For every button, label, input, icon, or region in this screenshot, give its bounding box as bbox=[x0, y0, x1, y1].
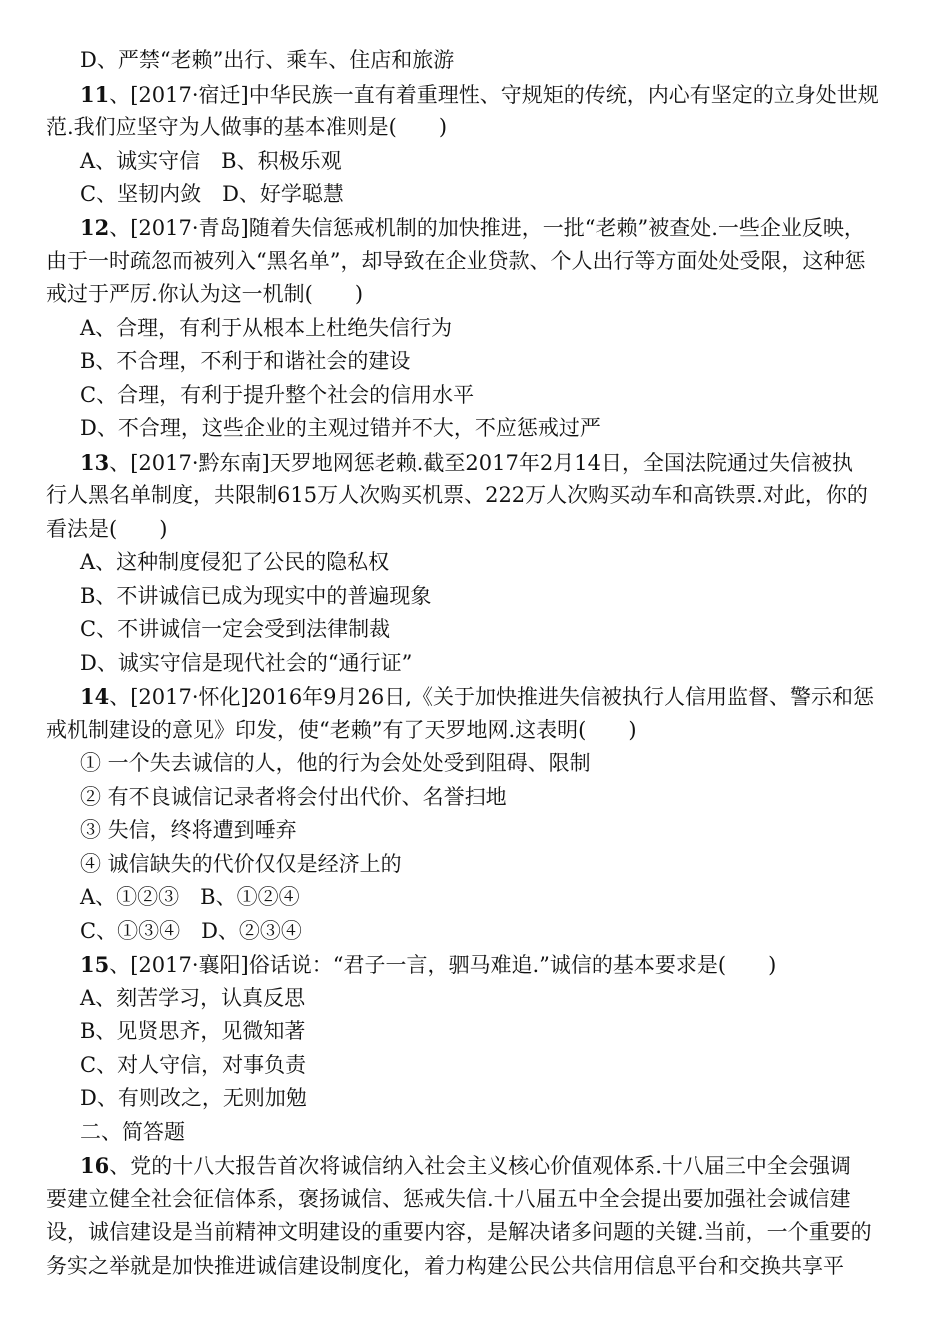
q13-number: 13 bbox=[80, 450, 110, 475]
q12-option-b: B、不合理，不利于和谐社会的建设 bbox=[80, 349, 411, 373]
q14-stem-line2: 戒机制建设的意见》印发，使“老赖”有了天罗地网.这表明( ) bbox=[46, 718, 637, 742]
q12-number: 12 bbox=[80, 215, 110, 240]
q14-number: 14 bbox=[80, 684, 110, 709]
q15-stem-text: 、[2017·襄阳]俗话说：“君子一言，驷马难追.”诚信的基本要求是( ) bbox=[109, 953, 777, 977]
q12-stem-text: 、[2017·青岛]随着失信惩戒机制的加快推进，一批“老赖”被查处.一些企业反映， bbox=[109, 216, 865, 240]
q14-stem-line1 bbox=[80, 680, 874, 713]
q14-item-4: ④ 诚信缺失的代价仅仅是经济上的 bbox=[80, 852, 402, 876]
q13-stem-text: 、[2017·黔东南]天罗地网惩老赖.截至2017年2月14日，全国法院通过失信被执 bbox=[109, 451, 853, 475]
q14-options-ab: A、①②③ B、①②④ bbox=[80, 885, 300, 909]
q11-options-cd: C、坚韧内敛 D、好学聪慧 bbox=[80, 182, 344, 206]
q13-stem-line1 bbox=[80, 446, 853, 479]
q15-option-c: C、对人守信，对事负责 bbox=[80, 1053, 307, 1077]
q16-number: 16 bbox=[80, 1153, 110, 1178]
q14-options-cd: C、①③④ D、②③④ bbox=[80, 919, 302, 943]
q16-stem-line4: 务实之举就是加快推进诚信建设制度化，着力构建公民公共信用信息平台和交换共享平 bbox=[46, 1254, 844, 1278]
q11-stem-line1 bbox=[80, 78, 879, 111]
q14-item-2: ② 有不良诚信记录者将会付出代价、名誉扫地 bbox=[80, 785, 507, 809]
q15-option-b: B、见贤思齐，见微知著 bbox=[80, 1019, 306, 1043]
q11-stem-text: 、[2017·宿迁]中华民族一直有着重理性、守规矩的传统，内心有坚定的立身处世规 bbox=[109, 83, 879, 107]
q10-option-d: D、严禁“老赖”出行、乘车、住店和旅游 bbox=[80, 48, 455, 72]
q12-stem-line2: 由于一时疏忽而被列入“黑名单”，却导致在企业贷款、个人出行等方面处处受限，这种惩 bbox=[46, 249, 866, 273]
q12-option-a: A、合理，有利于从根本上杜绝失信行为 bbox=[80, 316, 453, 340]
q15-stem-line1 bbox=[80, 948, 776, 981]
q11-stem-line2: 范.我们应坚守为人做事的基本准则是( ) bbox=[46, 115, 448, 139]
q12-option-d: D、不合理，这些企业的主观过错并不大，不应惩戒过严 bbox=[80, 416, 601, 440]
q16-stem-line2: 要建立健全社会征信体系，褒扬诚信、惩戒失信.十八届五中全会提出要加强社会诚信建 bbox=[46, 1187, 851, 1211]
q15-option-a: A、刻苦学习，认真反思 bbox=[80, 986, 306, 1010]
q14-item-1: ① 一个失去诚信的人，他的行为会处处受到阻碍、限制 bbox=[80, 751, 591, 775]
q13-option-b: B、不讲诚信已成为现实中的普遍现象 bbox=[80, 584, 432, 608]
q13-option-c: C、不讲诚信一定会受到法律制裁 bbox=[80, 617, 391, 641]
q16-stem-text: 、党的十八大报告首次将诚信纳入社会主义核心价值观体系.十八届三中全会强调 bbox=[109, 1154, 851, 1178]
q13-option-a: A、这种制度侵犯了公民的隐私权 bbox=[80, 550, 390, 574]
section-heading-short-answer: 二、简答题 bbox=[80, 1120, 185, 1144]
q15-option-d: D、有则改之，无则加勉 bbox=[80, 1086, 307, 1110]
q15-number: 15 bbox=[80, 952, 110, 977]
q16-stem-line1 bbox=[80, 1149, 851, 1182]
q11-options-ab: A、诚实守信 B、积极乐观 bbox=[80, 149, 342, 173]
q13-stem-line3: 看法是( ) bbox=[46, 517, 168, 541]
q11-number: 11 bbox=[80, 82, 110, 107]
q12-stem-line1 bbox=[80, 211, 865, 244]
q14-stem-text: 、[2017·怀化]2016年9月26日,《关于加快推进失信被执行人信用监督、警示和惩 bbox=[109, 685, 874, 709]
q13-stem-line2: 行人黑名单制度，共限制615万人次购买机票、222万人次购买动车和高铁票.对此，你的 bbox=[46, 483, 868, 507]
q13-option-d: D、诚实守信是现代社会的“通行证” bbox=[80, 651, 413, 675]
q14-item-3: ③ 失信，终将遭到唾弃 bbox=[80, 818, 297, 842]
q16-stem-line3: 设，诚信建设是当前精神文明建设的重要内容，是解决诸多问题的关键.当前，一个重要的 bbox=[46, 1220, 872, 1244]
q12-option-c: C、合理，有利于提升整个社会的信用水平 bbox=[80, 383, 475, 407]
q12-stem-line3: 戒过于严厉.你认为这一机制( ) bbox=[46, 282, 364, 306]
